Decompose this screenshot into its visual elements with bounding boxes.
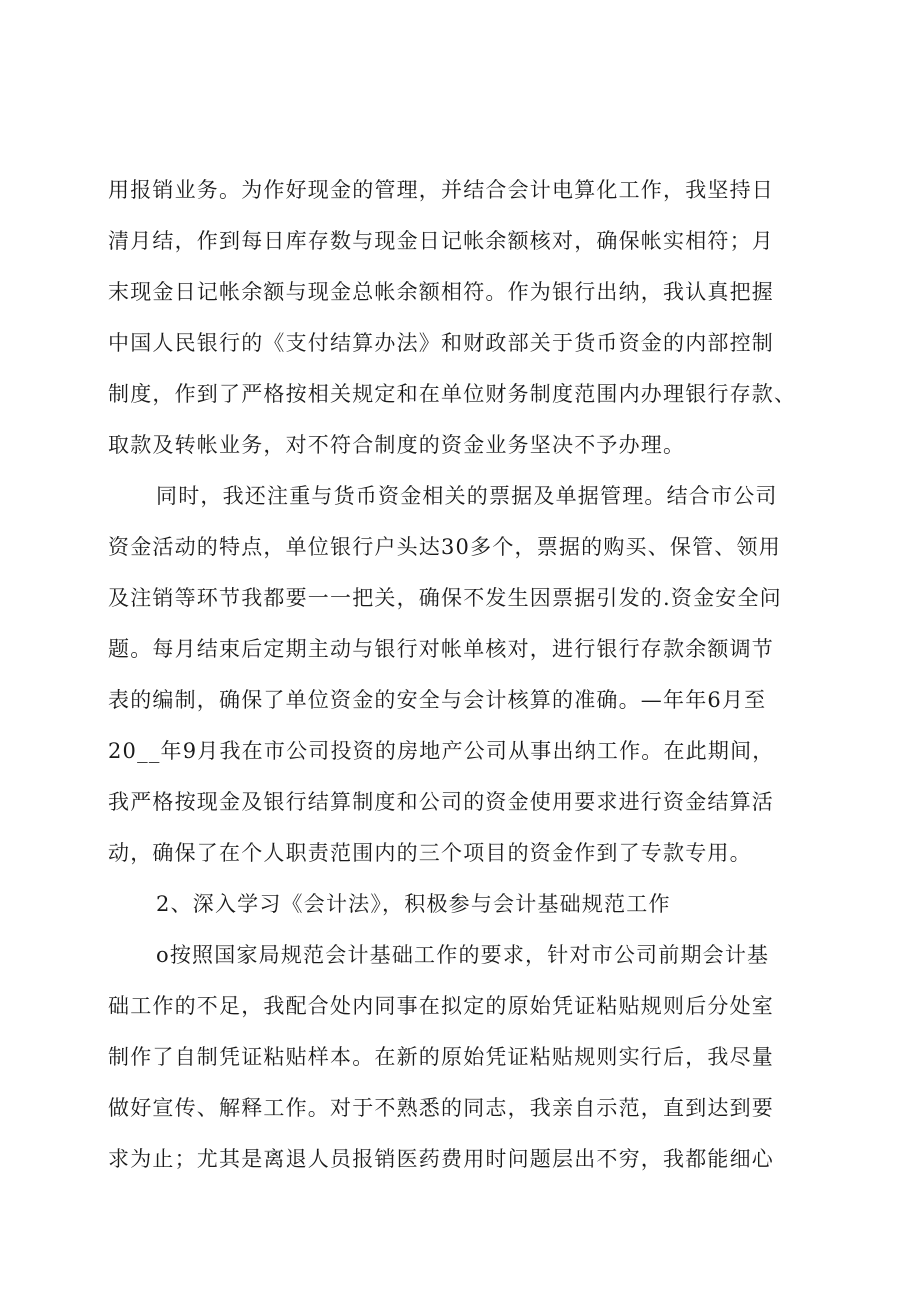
text-line: 础工作的不足，我配合处内同事在拟定的原始凭证粘贴规则后分处室 [108,994,774,1018]
text-line: 我严格按现金及银行结算制度和公司的资金使用要求进行资金结算活 [108,790,774,814]
text-line: 制度，作到了严格按相关规定和在单位财务制度范围内办理银行存款、 [108,382,797,406]
text-line: 资金活动的特点，单位银行户头达30多个，票据的购买、保管、领用 [108,535,781,559]
text-line: 取款及转帐业务，对不符合制度的资金业务坚决不予办理。 [108,433,686,457]
text-line: 做好宣传、解释工作。对于不熟悉的同志，我亲自示范，直到达到要 [108,1096,774,1120]
text-line: 20__年9月我在市公司投资的房地产公司从事出纳工作。在此期间， [108,739,775,763]
text-line: 制作了自制凭证粘贴样本。在新的原始凭证粘贴规则实行后，我尽量 [108,1045,774,1069]
paragraph-start-line: o按照国家局规范会计基础工作的要求，针对市公司前期会计基 [156,943,770,967]
document-body [108,165,823,1185]
text-line: 求为止；尤其是离退人员报销医药费用时问题层出不穷，我都能细心 [108,1147,774,1171]
text-line: 末现金日记帐余额与现金总帐余额相符。作为银行出纳，我认真把握 [108,280,774,304]
section-heading: 2、深入学习《会计法》，积极参与会计基础规范工作 [156,892,671,916]
text-line: 用报销业务。为作好现金的管理，并结合会计电算化工作，我坚持日 [108,178,774,202]
text-line: 及注销等环节我都要一一把关，确保不发生因票据引发的.资金安全问 [108,586,782,610]
text-line: 题。每月结束后定期主动与银行对帐单核对，进行银行存款余额调节 [108,637,774,661]
paragraph-start-line: 同时，我还注重与货币资金相关的票据及单据管理。结合市公司 [156,484,778,508]
text-line: 中国人民银行的《支付结算办法》和财政部关于货币资金的内部控制 [108,331,774,355]
text-line: 动，确保了在个人职责范围内的三个项目的资金作到了专款专用。 [108,841,752,865]
text-line: 表的编制，确保了单位资金的安全与会计核算的准确。—年年6月至 [108,688,767,712]
text-line: 清月结，作到每日库存数与现金日记帐余额核对，确保帐实相符；月 [108,229,774,253]
